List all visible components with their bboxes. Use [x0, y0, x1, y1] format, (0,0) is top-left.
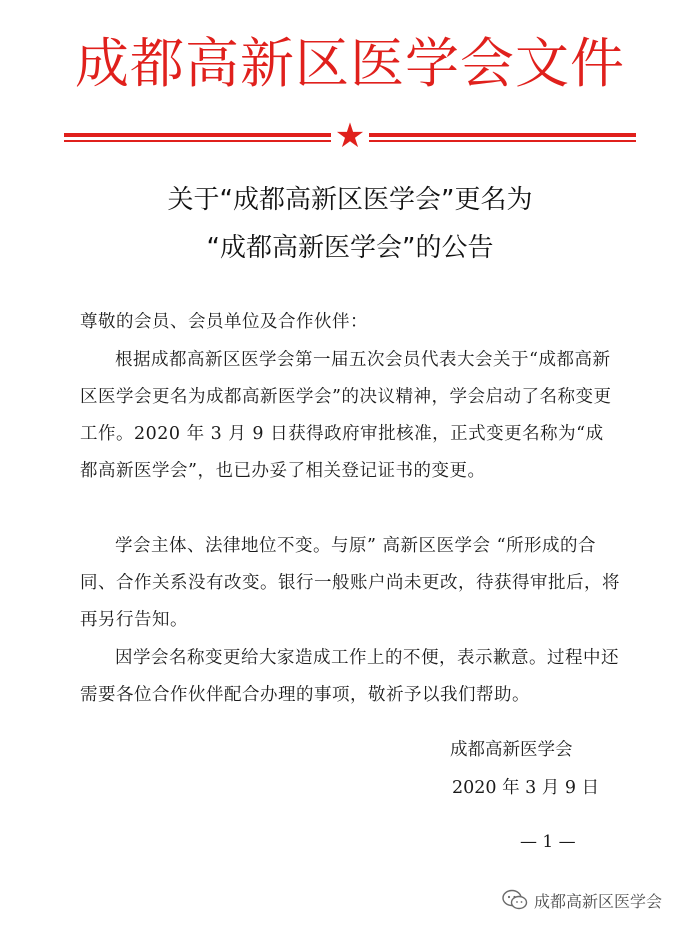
- paragraph-rename-resolution: 根据成都高新区医学会第一届五次会员代表大会关于“成都高新区医学会更名为成都高新医学会”的决议精神，学会启动了名称变更工作。2020 年 3 月 9 日获得政府审批核准，正式变更名称为“成都高新医学会”，也已办妥了相关登记证书的变更。: [80, 350, 612, 481]
- star-icon: ★: [331, 118, 369, 154]
- wechat-watermark: [502, 886, 662, 914]
- document-masthead: 成都高新区医学会文件: [75, 32, 625, 95]
- salutation: 尊敬的会员、会员单位及合作伙伴：: [80, 312, 368, 332]
- watermark-label: 成都高新区医学会: [534, 891, 663, 911]
- announcement-title-line2: “成都高新医学会”的公告: [206, 233, 494, 263]
- paragraph-apology: 因学会名称变更给大家造成工作上的不便，表示歉意。过程中还需要各位合作伙伴配合办理的事项，敬祈予以我们帮助。: [80, 648, 619, 705]
- signature-date: 2020 年 3 月 9 日: [452, 778, 600, 798]
- wechat-icon: [502, 889, 528, 911]
- paragraph-legal-status: 学会主体、法律地位不变。与原” 高新区医学会 “所形成的合同、合作关系没有改变。银行一般账户尚未更改，待获得审批后，将再另行告知。: [80, 536, 620, 630]
- announcement-title-line1: 关于“成都高新区医学会”更名为: [167, 185, 533, 215]
- page-number: — 1 —: [520, 832, 576, 852]
- signature-organization: 成都高新医学会: [450, 740, 573, 760]
